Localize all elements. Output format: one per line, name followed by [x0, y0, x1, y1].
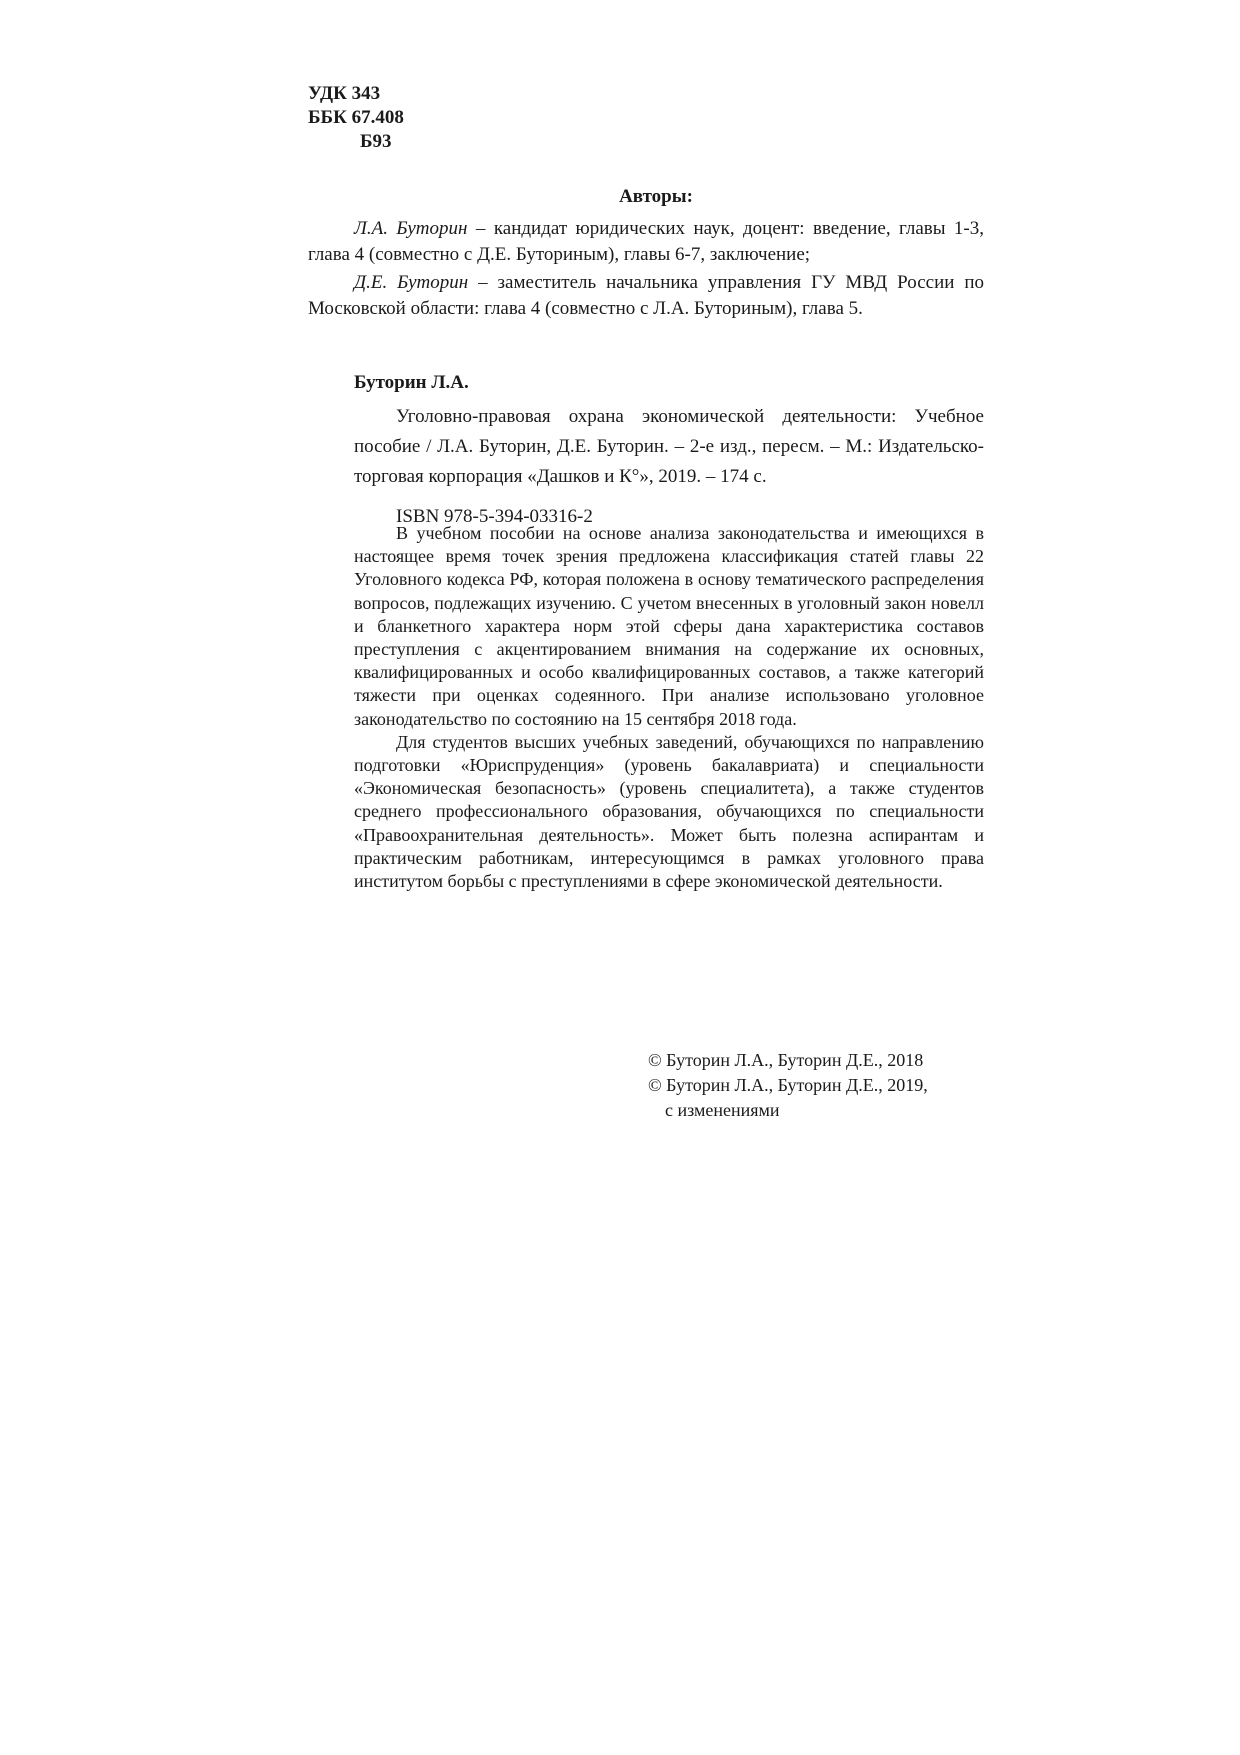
author-entry [308, 270, 984, 322]
author-mark: Б93 [360, 131, 392, 152]
copyright-block [648, 1048, 928, 1123]
classification-block [308, 82, 404, 154]
biblio-heading: Буторин Л.А. [354, 372, 469, 393]
author-role: – заместитель начальника управления ГУ МВД России по Московской области: глава 4 (совместно с Л.А. Буториным), глава 5. [308, 272, 985, 319]
copyright-line: © Буторин Л.А., Буторин Д.Е., 2018 [648, 1050, 924, 1070]
author-role: – кандидат юридических наук, доцент: введение, главы 1-3, глава 4 (совместно с Д.Е. Буториным), главы 6-7, заключение; [308, 218, 985, 265]
authors-section [308, 184, 984, 322]
bibliographic-record [354, 368, 984, 532]
author-entry [308, 216, 984, 268]
bbk-code: ББК 67.408 [308, 107, 404, 128]
annotation [354, 522, 984, 893]
annotation-paragraph: В учебном пособии на основе анализа законодательства и имеющихся в настоящее время точек зрения предложена классификация статей главы 22 Уголовного кодекса РФ, которая положена в основу тематического распределения вопросов, подлежащих изучению. С учетом внесенных в уголовный закон новелл и бланкетного характера норм этой сферы дана характеристика составов преступления с акцентированием внимания на содержание их основных, квалифицированных и особо квалифицированных составов, а также категорий тяжести при оценках содеянного. При анализе использовано уголовное законодательство по состоянию на 15 сентября 2018 года. [354, 523, 984, 729]
isbn: ISBN 978-5-394-03316-2 [396, 506, 593, 527]
copyright-line: с изменениями [665, 1100, 780, 1120]
author-name: Д.Е. Буторин [354, 272, 469, 293]
copyright-line: © Буторин Л.А., Буторин Д.Е., 2019, [648, 1075, 928, 1095]
udk-code: УДК 343 [308, 83, 381, 104]
annotation-paragraph: Для студентов высших учебных заведений, обучающихся по направлению подготовки «Юриспруденция» (уровень бакалавриата) и специальности «Экономическая безопасность» (уровень специалитета), а также студентов среднего профессионального образования, обучающихся по специальности «Правоохранительная деятельность». Может быть полезна аспирантам и практическим работникам, интересующимся в рамках уголовного права институтом борьбы с преступлениями в сфере экономической деятельности. [354, 731, 984, 892]
biblio-description: Уголовно-правовая охрана экономической деятельности: Учебное пособие / Л.А. Буторин, Д.Е. Буторин. – 2-е изд., пересм. – М.: Издательско-торговая корпорация «Дашков и К°», 2019. – 174 с. [354, 406, 984, 487]
authors-title: Авторы: [619, 186, 693, 207]
author-name: Л.А. Буторин [354, 218, 468, 239]
